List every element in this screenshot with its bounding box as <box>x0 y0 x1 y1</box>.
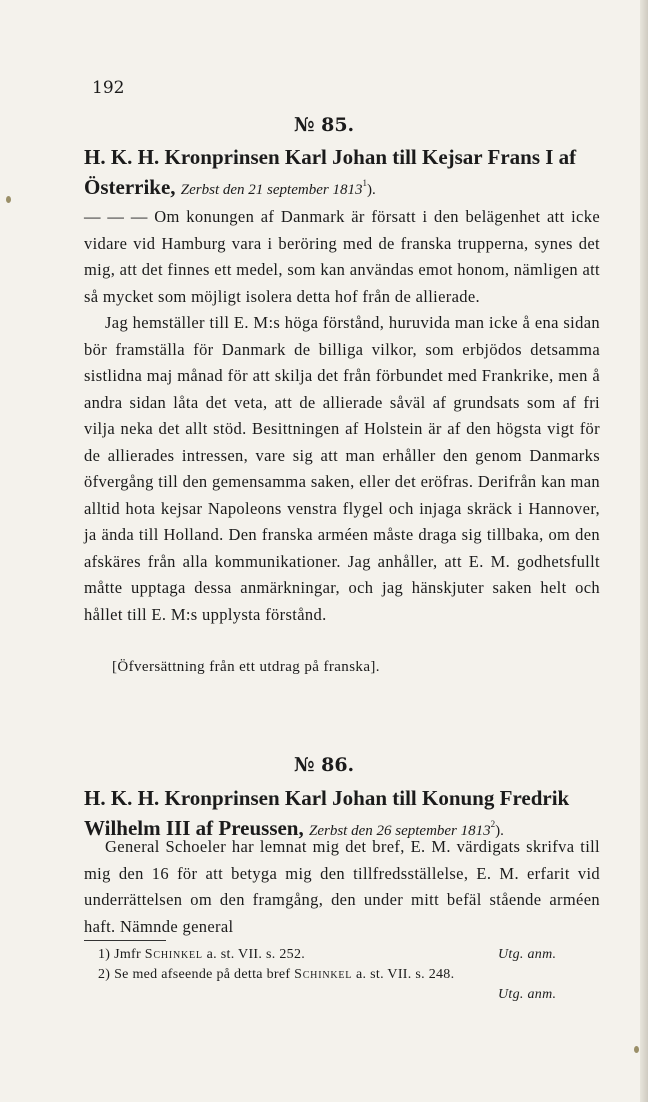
heading-main: H. K. H. Kronprinsen Karl Johan till Kejsar Frans I af Österrike, <box>84 145 577 199</box>
margin-mark <box>634 1046 639 1053</box>
footnote-ref: 2 <box>490 819 496 829</box>
margin-mark <box>6 196 11 203</box>
heading-place-date: Zerbst den 26 september 1813 <box>309 823 491 839</box>
footnote-text: Jmfr <box>114 947 141 962</box>
footnote-text: a. st. VII. s. 248. <box>356 967 455 982</box>
heading-close: ). <box>366 182 376 198</box>
editor-note: Utg. anm. <box>498 947 557 962</box>
letter-85-heading <box>84 144 614 203</box>
footnote-1 <box>98 946 598 964</box>
heading-close: ). <box>495 823 504 839</box>
footnote-ref: 1 <box>362 178 367 188</box>
footnote-text: Se med afseende på detta bref <box>114 967 291 982</box>
letter-86-body <box>84 834 600 940</box>
editor-note: Utg. anm. <box>498 987 557 1002</box>
footnote-2 <box>98 966 598 1002</box>
page-edge <box>640 0 648 1102</box>
footnote-divider <box>84 940 166 941</box>
footnote-text: a. st. VII. s. 252. <box>206 947 306 962</box>
footnote-mark: 2) <box>98 967 111 982</box>
page-number: 192 <box>92 78 125 98</box>
translation-note: [Öfversättning från ett utdrag på franska]. <box>112 659 380 675</box>
paragraph: General Schoeler har lemnat mig det bref, E. M. värdigats skrifva till mig den 16 för att betyga mig den tillfredsställelse, E. M. erfarit vid underrättelsen om den framgång, den under mitt befäl stående arméen haft. Nämnde general <box>84 837 600 936</box>
heading-place-date: Zerbst den 21 september 1813 <box>180 182 363 198</box>
letter-number-86: № 86. <box>293 754 355 776</box>
letter-85-body <box>84 204 600 628</box>
paragraph: — — — Om konungen af Danmark är försatt i den belägenhet att icke vidare vid Hamburg vara i beröring med de franska trupperna, synes det mig, att det finnes ett medel, som kan användas emot honom, nämligen att så mycket som möjligt isolera detta hof från de allierade. <box>84 207 600 306</box>
footnote-author: Schinkel <box>144 947 203 962</box>
heading-main: H. K. H. Kronprinsen Karl Johan till Konung Fredrik Wilhelm III af Preussen, <box>84 786 570 840</box>
paragraph: Jag hemställer till E. M:s höga förstånd, huruvida man icke å ena sidan bör framställa för Danmark de billiga vilkor, som erbjödos detsamma sistlidna maj månad för att skilja det från förbundet med Frankrike, men å andra sidan låta det veta, att de allierade såväl af grundsats som af fri vilja neka det allt stöd. Besittningen af Holstein är af den högsta vigt för de allierades intressen, vare sig att man erhåller den genom Danmarks öfvergång till den gemensamma saken, eller det eröfras. Derifrån kan man alltid hota kejsar Napoleons venstra flygel och injaga skräck i Hannover, ja ända till Holland. Den franska arméen måste draga sig tillbaka, om den afskäres från alla kommunikationer. Jag anhåller, att E. M. godhetsfullt måtte upptaga dessa anmärkningar, och jag hänskjuter saken helt och hållet till E. M:s upplysta förstånd. <box>84 313 600 624</box>
footnote-mark: 1) <box>98 947 111 962</box>
letter-number-85: № 85. <box>293 114 355 136</box>
footnote-author: Schinkel <box>294 967 353 982</box>
